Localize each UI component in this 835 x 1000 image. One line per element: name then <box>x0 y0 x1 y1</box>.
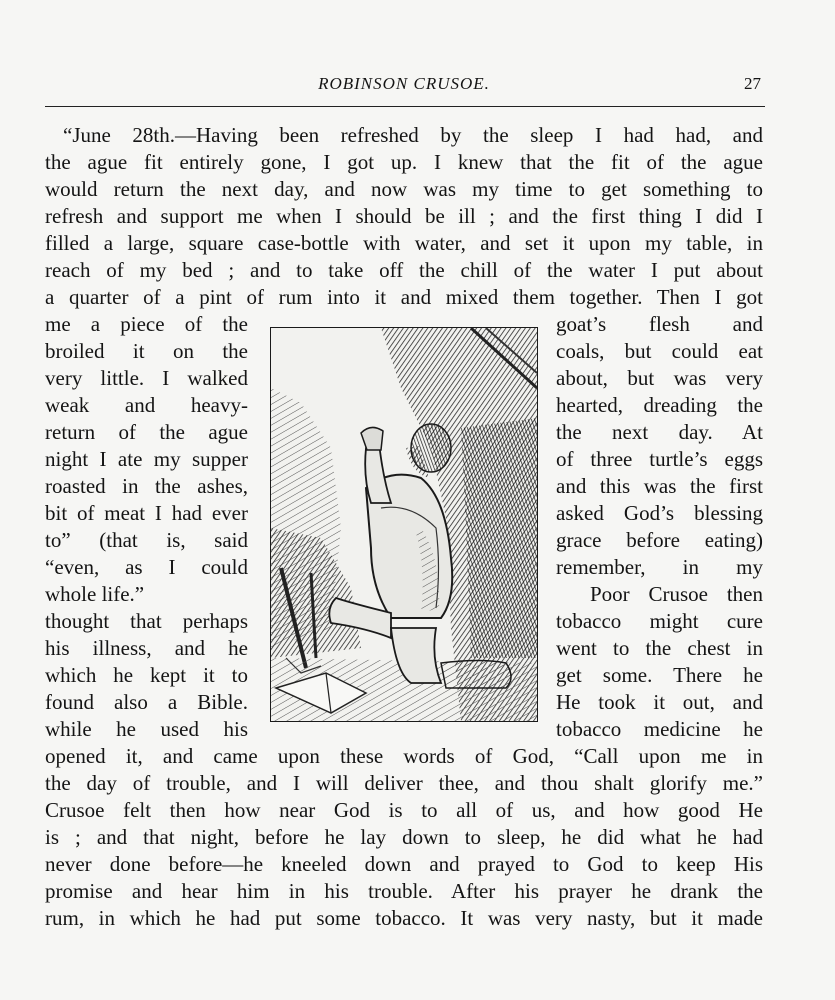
left-column-line: broiled it on the <box>45 339 248 363</box>
body-line: a quarter of a pint of rum into it and mixed them together. Then I got <box>45 285 763 309</box>
body-line: never done before—he kneeled down and prayed to God to keep His <box>45 852 763 876</box>
body-line: promise and hear him in his trouble. After his prayer he drank the <box>45 879 763 903</box>
body-line: filled a large, square case-bottle with water, and set it upon my table, in <box>45 231 763 255</box>
engraving-image <box>271 328 537 721</box>
right-column-line: grace before eating) <box>556 528 763 552</box>
body-line: the day of trouble, and I will deliver thee, and thou shalt glorify me.” <box>45 771 763 795</box>
left-column-line: thought that perhaps <box>45 609 248 633</box>
left-column-line: whole life.” <box>45 582 145 606</box>
page-number: 27 <box>744 74 761 93</box>
left-column-line: his illness, and he <box>45 636 248 660</box>
left-column-line: bit of meat I had ever <box>45 501 248 525</box>
body-line: “June 28th.—Having been refreshed by the sleep I had had, and <box>63 123 763 147</box>
left-column-line: to” (that is, said <box>45 528 248 552</box>
left-column-line: return of the ague <box>45 420 248 444</box>
right-column-line: of three turtle’s eggs <box>556 447 763 471</box>
body-line: refresh and support me when I should be ill ; and the first thing I did I <box>45 204 763 228</box>
body-line: the ague fit entirely gone, I got up. I knew that the fit of the ague <box>45 150 763 174</box>
right-column-line: tobacco medicine he <box>556 717 763 741</box>
left-column-line: night I ate my supper <box>45 447 248 471</box>
left-column-line: which he kept it to <box>45 663 248 687</box>
body-line: Crusoe felt then how near God is to all of us, and how good He <box>45 798 763 822</box>
right-column-line: hearted, dreading the <box>556 393 763 417</box>
right-column-line: coals, but could eat <box>556 339 763 363</box>
header-rule <box>45 106 765 107</box>
left-column-line: “even, as I could <box>45 555 248 579</box>
right-column-line: went to the chest in <box>556 636 763 660</box>
body-line: would return the next day, and now was my time to get something to <box>45 177 763 201</box>
body-line: rum, in which he had put some tobacco. It was very nasty, but it made <box>45 906 763 930</box>
right-column-line: get some. There he <box>556 663 763 687</box>
right-column-line: Poor Crusoe then <box>590 582 763 606</box>
right-column-line: goat’s flesh and <box>556 312 763 336</box>
right-column-line: remember, in my <box>556 555 763 579</box>
body-line: opened it, and came upon these words of God, “Call upon me in <box>45 744 763 768</box>
page-header <box>45 70 763 100</box>
body-line: is ; and that night, before he lay down to sleep, he did what he had <box>45 825 763 849</box>
illustration-crusoe-praying <box>270 327 538 722</box>
left-column-line: roasted in the ashes, <box>45 474 248 498</box>
right-column-line: and this was the first <box>556 474 763 498</box>
body-line: reach of my bed ; and to take off the chill of the water I put about <box>45 258 763 282</box>
left-column-line: weak and heavy- <box>45 393 248 417</box>
right-column-line: He took it out, and <box>556 690 763 714</box>
right-column-line: the next day. At <box>556 420 763 444</box>
right-column-line: about, but was very <box>556 366 763 390</box>
left-column-line: found also a Bible. <box>45 690 248 714</box>
right-column-line: tobacco might cure <box>556 609 763 633</box>
running-title: ROBINSON CRUSOE. <box>318 74 490 93</box>
left-column-line: me a piece of the <box>45 312 248 336</box>
right-column-line: asked God’s blessing <box>556 501 763 525</box>
left-column-line: while he used his <box>45 717 248 741</box>
left-column-line: very little. I walked <box>45 366 248 390</box>
